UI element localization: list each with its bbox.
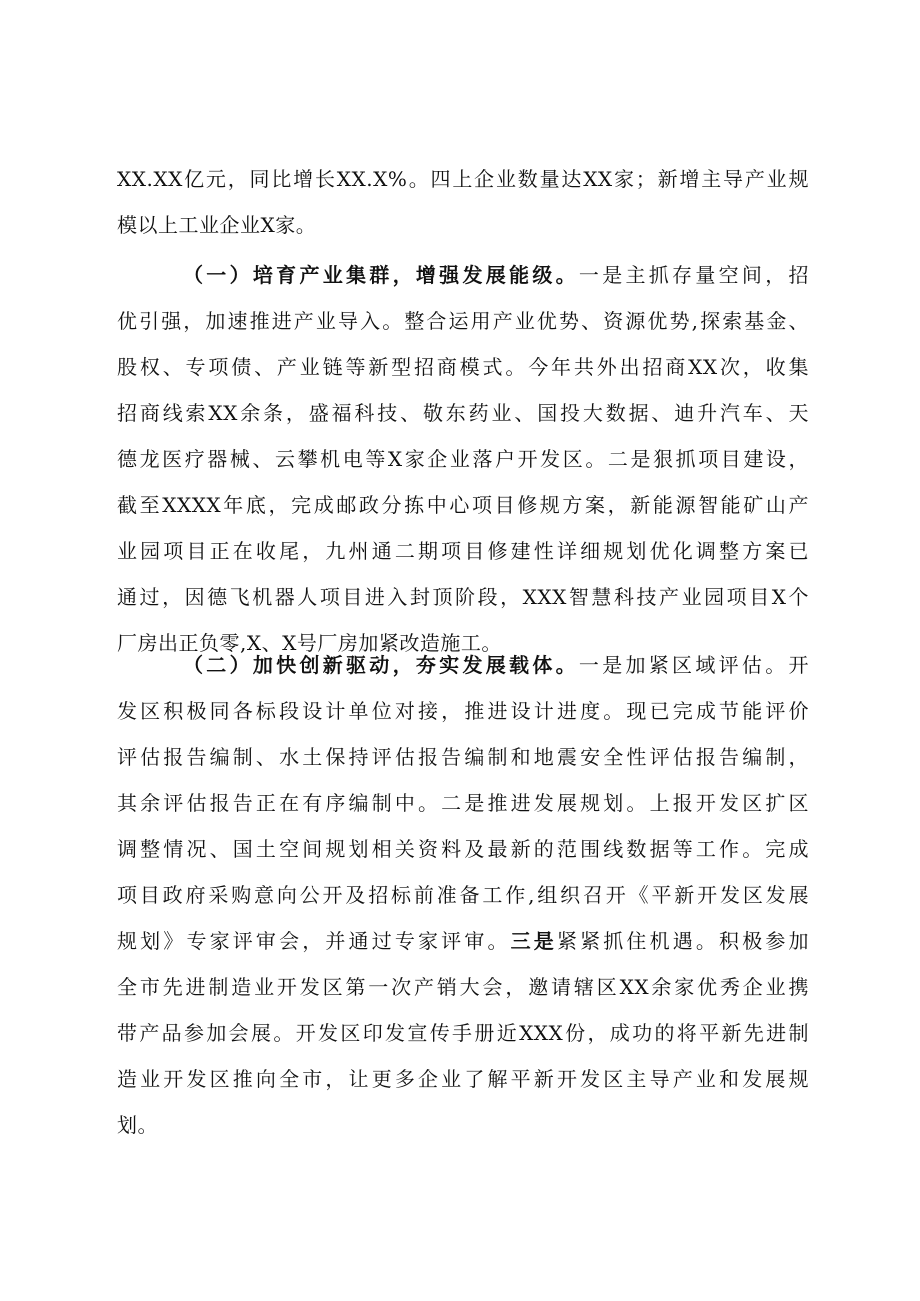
text-line: 全市先进制造业开发区第一次产销大会，邀请辖区XX余家优秀企业携	[117, 975, 809, 999]
text-line: 调整情况、国土空间规划相关资料及最新的范围线数据等工作。完成	[117, 837, 809, 861]
paragraph-2-first-line	[117, 252, 809, 298]
text-line: 通过，因德飞机器人项目进入封顶阶段，XXX智慧科技产业园项目X个	[117, 585, 809, 609]
text-line: 造业开发区推向全市，让更多企业了解平新开发区主导产业和发展规	[117, 1067, 809, 1091]
text-line: 其余评估报告正在有序编制中。二是推进发展规划。上报开发区扩区	[117, 791, 809, 815]
bold-run: 三是	[510, 929, 557, 953]
text-line: 德龙医疗器械、云攀机电等X家企业落户开发区。二是狠抓项目建设，	[117, 447, 809, 471]
text-line: 截至XXXX年底，完成邮政分拣中心项目修规方案，新能源智能矿山产	[117, 493, 809, 517]
text-run: 一是主抓存量空间，招	[578, 263, 810, 287]
text-line: 招商线索XX余条，盛福科技、敬东药业、国投大数据、迪升汽车、天	[117, 401, 809, 425]
section-heading: （二）加快创新驱动，夯实发展载体。	[183, 653, 579, 677]
text-line: 发区积极同各标段设计单位对接，推进设计进度。现已完成节能评价	[117, 699, 809, 723]
section-heading: （一）培育产业集群，增强发展能级。	[183, 263, 579, 287]
text-line: 划。	[117, 1113, 158, 1137]
text-line-mixed	[117, 918, 809, 964]
text-line: 股权、专项债、产业链等新型招商模式。今年共外出招商XX次，收集	[117, 355, 809, 379]
text-line: 项目政府采购意向公开及招标前准备工作,组织召开《平新开发区发展	[117, 883, 809, 907]
text-line: 厂房出正负零,X、X号厂房加紧改造施工。	[117, 631, 502, 655]
text-line: 带产品参加会展。开发区印发宣传手册近XXX份，成功的将平新先进制	[117, 1021, 809, 1045]
text-run: 规划》专家评审会，并通过专家评审。	[117, 929, 511, 953]
text-line: 优引强，加速推进产业导入。整合运用产业优势、资源优势,探索基金、	[117, 309, 809, 333]
text-line: XX.XX亿元，同比增长XX.X%。四上企业数量达XX家；新增主导产业规	[117, 167, 809, 191]
paragraph-3-first-line	[117, 642, 809, 688]
text-line: 评估报告编制、水土保持评估报告编制和地震安全性评估报告编制，	[117, 745, 809, 769]
text-run: 一是加紧区域评估。开	[578, 653, 810, 677]
text-line: 业园项目正在收尾，九州通二期项目修建性详细规划优化调整方案已	[117, 539, 809, 563]
text-line: 模以上工业企业X家。	[117, 213, 317, 237]
text-run: 紧紧抓住机遇。积极参加	[556, 929, 810, 953]
paragraph-2	[117, 252, 809, 666]
paragraph-3	[117, 642, 809, 1148]
paragraph-1	[117, 156, 809, 248]
